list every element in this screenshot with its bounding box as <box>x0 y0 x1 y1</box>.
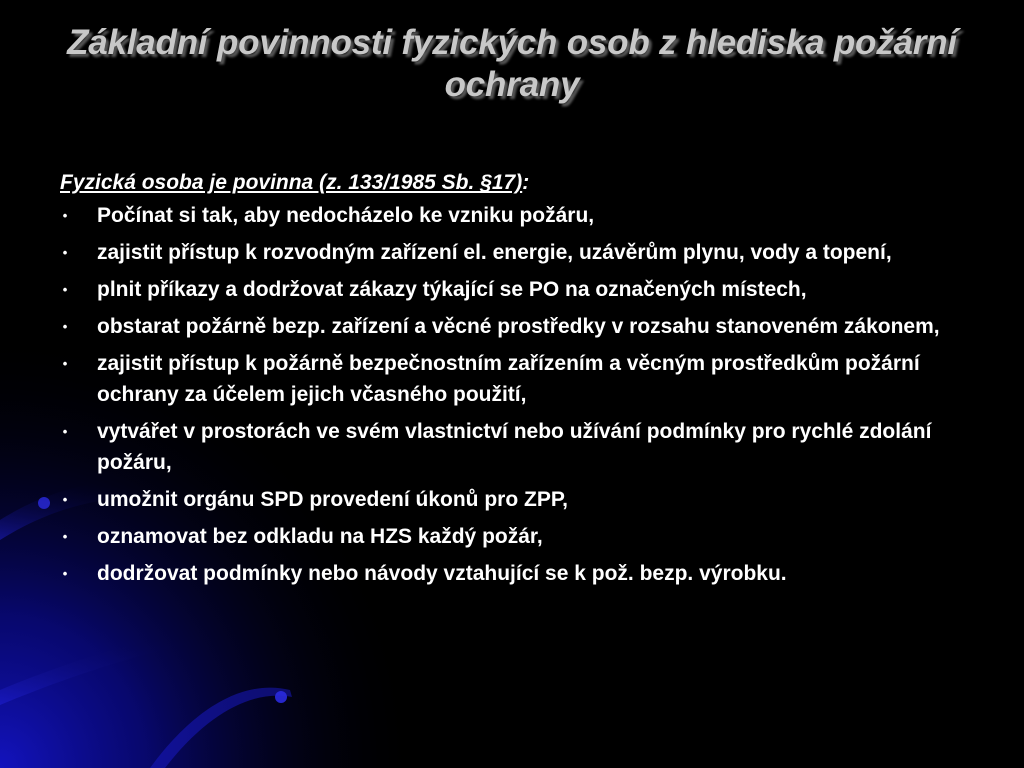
list-item-text: oznamovat bez odkladu na HZS každý požár, <box>97 525 543 548</box>
list-item <box>60 416 980 478</box>
bullet-list <box>60 200 980 589</box>
list-item-text: plnit příkazy a dodržovat zákazy týkající se PO na označených místech, <box>97 278 807 301</box>
list-item-text: vytvářet v prostorách ve svém vlastnictví nebo užívání podmínky pro rychlé zdolání požáru, <box>97 420 932 474</box>
intro-line <box>60 167 980 198</box>
bullet-icon: • <box>62 424 68 439</box>
bullet-icon: • <box>62 245 68 260</box>
list-item-text: zajistit přístup k rozvodným zařízení el. energie, uzávěrům plynu, vody a topení, <box>97 241 892 264</box>
bullet-icon: • <box>62 208 68 223</box>
list-item <box>60 558 980 589</box>
bullet-icon: • <box>62 319 68 334</box>
intro-label: Fyzická osoba je povinna (z. 133/1985 Sb. §17) <box>60 171 523 194</box>
list-item-text: umožnit orgánu SPD provedení úkonů pro ZPP, <box>97 488 568 511</box>
list-item <box>60 521 980 552</box>
intro-colon: : <box>522 171 530 194</box>
slide-title: Základní povinnosti fyzických osob z hlediska požární ochrany <box>67 23 957 104</box>
list-item <box>60 311 980 342</box>
bullet-icon: • <box>62 282 68 297</box>
list-item-text: dodržovat podmínky nebo návody vztahující se k pož. bezp. výrobku. <box>97 562 787 585</box>
list-item <box>60 237 980 268</box>
list-item <box>60 484 980 515</box>
bullet-icon: • <box>62 529 68 544</box>
bullet-icon: • <box>62 566 68 581</box>
list-item-text: zajistit přístup k požárně bezpečnostním zařízením a věcným prostředkům požární ochrany za účelem jejich včasného použití, <box>97 352 920 406</box>
list-item-text: Počínat si tak, aby nedocházelo ke vzniku požáru, <box>97 204 595 227</box>
bullet-icon: • <box>62 492 68 507</box>
list-item <box>60 200 980 231</box>
slide-body <box>60 167 980 595</box>
list-item <box>60 348 980 410</box>
bullet-icon: • <box>62 356 68 371</box>
list-item-text: obstarat požárně bezp. zařízení a věcné prostředky v rozsahu stanoveném zákonem, <box>97 315 940 338</box>
list-item <box>60 274 980 305</box>
